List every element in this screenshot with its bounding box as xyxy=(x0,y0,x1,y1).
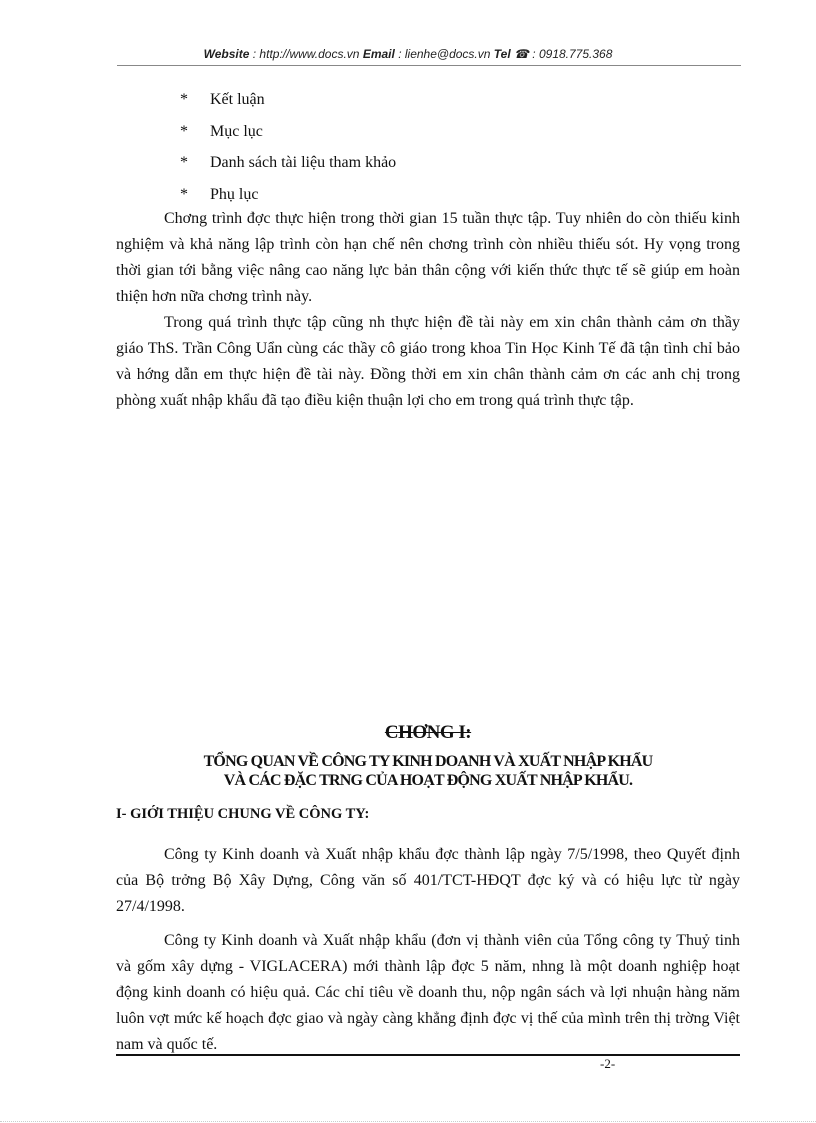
tel-value: ☎ : 0918.775.368 xyxy=(514,47,613,61)
website-value: : http://www.docs.vn xyxy=(252,47,360,61)
bullet-text: Danh sách tài liệu tham khảo xyxy=(210,154,397,171)
intro-text xyxy=(116,206,740,414)
list-item xyxy=(180,151,396,183)
footer-divider xyxy=(116,1054,740,1056)
section-text xyxy=(116,842,740,1058)
list-item xyxy=(180,88,396,120)
bullet-text: Phụ lục xyxy=(210,185,259,203)
chapter-title: CHƠNG I: xyxy=(384,722,472,743)
section-heading: I- GIỚI THIỆU CHUNG VỀ CÔNG TY: xyxy=(116,806,370,822)
page-header xyxy=(0,47,816,61)
chapter-subtitle-line: TỔNG QUAN VỀ CÔNG TY KINH DOANH VÀ XUẤT NHẬP KHẨU xyxy=(203,753,653,770)
section-paragraph: Công ty Kinh doanh và Xuất nhập khẩu (đơn vị thành viên của Tổng công ty Thuỷ tinh và gốm xây dựng - VIGLACERA) mới thành lập đợc 5 năm, nhng là một doanh nghiệp hoạt động kinh doanh có hiệu quả. Các chỉ tiêu về doanh thu, nộp ngân sách và lợi nhuận hàng năm luôn vợt mức kế hoạch đợc giao và ngày càng khẳng định đợc vị thế của mình trên thị trờng Việt nam và quốc tế. xyxy=(116,932,740,1053)
intro-paragraph: Trong quá trình thực tập cũng nh thực hiện đề tài này em xin chân thành cảm ơn thầy giáo ThS. Trần Công Uẩn cùng các thầy cô giáo trong khoa Tin Học Kinh Tế đã tận tình chỉ bảo và hớng dẫn em thực hiện đề tài này. Đồng thời em xin chân thành cảm ơn các anh chị trong phòng xuất nhập khẩu đã tạo điều kiện thuận lợi cho em trong quá trình thực tập. xyxy=(116,314,740,409)
chapter-subtitle xyxy=(116,752,740,790)
page-bottom-border xyxy=(0,1121,816,1122)
list-item xyxy=(180,120,396,152)
bullet-text: Kết luận xyxy=(210,91,265,108)
page-number: -2- xyxy=(600,1056,616,1071)
bullet-marker: * xyxy=(180,91,188,108)
bullet-marker: * xyxy=(180,154,188,171)
bullet-text: Mục lục xyxy=(210,122,263,140)
chapter-subtitle-line: VÀ CÁC ĐẶC TRNG CỦA HOẠT ĐỘNG XUẤT NHẬP KHẨU. xyxy=(223,772,633,789)
email-label: Email xyxy=(362,47,395,61)
bullet-marker: * xyxy=(180,185,188,203)
email-value: : lienhe@docs.vn xyxy=(398,47,491,61)
tel-label: Tel xyxy=(493,47,511,61)
header-divider xyxy=(117,65,741,66)
bullet-marker: * xyxy=(180,122,188,140)
bullet-list xyxy=(180,88,396,214)
intro-paragraph: Chơng trình đợc thực hiện trong thời gian 15 tuần thực tập. Tuy nhiên do còn thiếu kinh nghiệm và khả năng lập trình còn hạn chế nên chơng trình còn nhiều thiếu sót. Hy vọng trong thời gian tới bằng việc nâng cao năng lực bản thân cộng với kiến thức thực tế sẽ giúp em hoàn thiện hơn nữa chơng trình này. xyxy=(116,210,740,305)
website-label: Website xyxy=(203,47,250,61)
section-paragraph: Công ty Kinh doanh và Xuất nhập khẩu đợc thành lập ngày 7/5/1998, theo Quyết định của Bộ trởng Bộ Xây Dựng, Công văn số 401/TCT-HĐQT đợc ký và có hiệu lực từ ngày 27/4/1998. xyxy=(116,846,740,915)
